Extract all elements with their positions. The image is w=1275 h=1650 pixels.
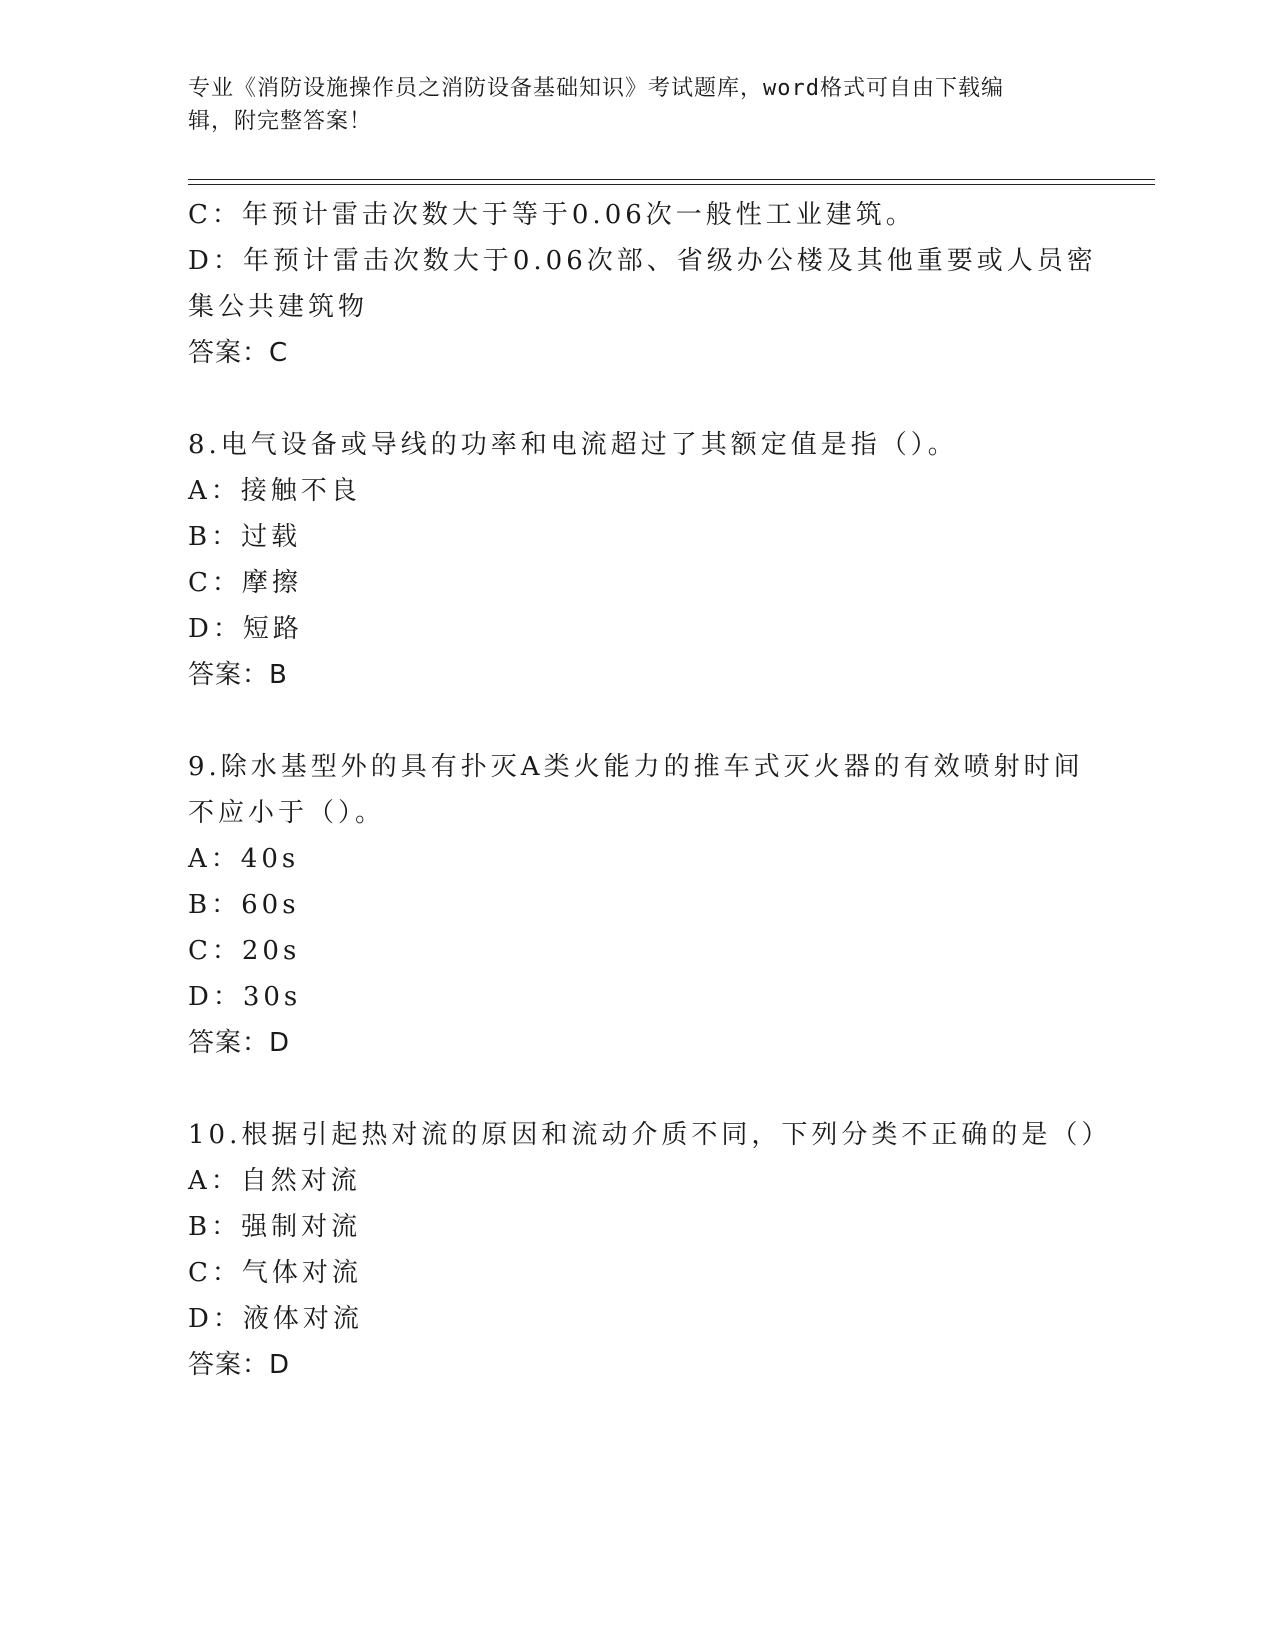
option-c: C：摩擦 xyxy=(188,568,302,598)
header-divider-bottom xyxy=(188,184,1155,185)
option-c: C：20s xyxy=(188,936,301,966)
option-b: B：强制对流 xyxy=(188,1212,362,1242)
answer-label: 答案： xyxy=(188,1350,270,1380)
answer-value: D xyxy=(269,1028,291,1058)
answer-value: D xyxy=(269,1350,291,1380)
option-a: A：自然对流 xyxy=(188,1166,361,1196)
answer-line xyxy=(188,1342,1088,1388)
answer-line xyxy=(188,330,1088,376)
header-line-1: 专业《消防设施操作员之消防设备基础知识》考试题库，word格式可自由下载编 xyxy=(188,76,1004,101)
question-text: 9.除水基型外的具有扑灭A类火能力的推车式灭火器的有效喷射时间 xyxy=(188,752,1084,782)
option-d: D：30s xyxy=(188,982,302,1012)
option-a: A：接触不良 xyxy=(188,476,361,506)
option-b: B：过载 xyxy=(188,522,302,552)
question-text: 8.电气设备或导线的功率和电流超过了其额定值是指（）。 xyxy=(188,430,958,460)
answer-label: 答案： xyxy=(188,338,270,368)
answer-label: 答案： xyxy=(188,1028,270,1058)
header-line-2: 辑，附完整答案！ xyxy=(188,109,373,134)
question-text: 10.根据引起热对流的原因和流动介质不同，下列分类不正确的是（） xyxy=(188,1120,1112,1150)
option-d-continued: 集公共建筑物 xyxy=(188,292,369,322)
option-a: A：40s xyxy=(188,844,300,874)
option-c: C：年预计雷击次数大于等于0.06次一般性工业建筑。 xyxy=(188,200,916,230)
question-block xyxy=(188,1112,1112,1388)
option-c: C：气体对流 xyxy=(188,1258,362,1288)
answer-value: B xyxy=(269,660,288,690)
answer-label: 答案： xyxy=(188,660,270,690)
answer-line xyxy=(188,652,1088,698)
question-text-continued: 不应小于（）。 xyxy=(188,798,386,828)
option-b: B：60s xyxy=(188,890,300,920)
question-block xyxy=(188,744,1088,1066)
document-header xyxy=(188,72,1068,138)
question-list xyxy=(188,192,1112,1388)
answer-value: C xyxy=(269,338,289,368)
option-d: D：年预计雷击次数大于0.06次部、省级办公楼及其他重要或人员密 xyxy=(188,246,1097,276)
header-divider-top xyxy=(188,179,1155,180)
option-d: D：液体对流 xyxy=(188,1304,363,1334)
question-continuation xyxy=(188,192,1097,376)
answer-line xyxy=(188,1020,1088,1066)
option-d: D：短路 xyxy=(188,614,303,644)
question-block xyxy=(188,422,1088,698)
